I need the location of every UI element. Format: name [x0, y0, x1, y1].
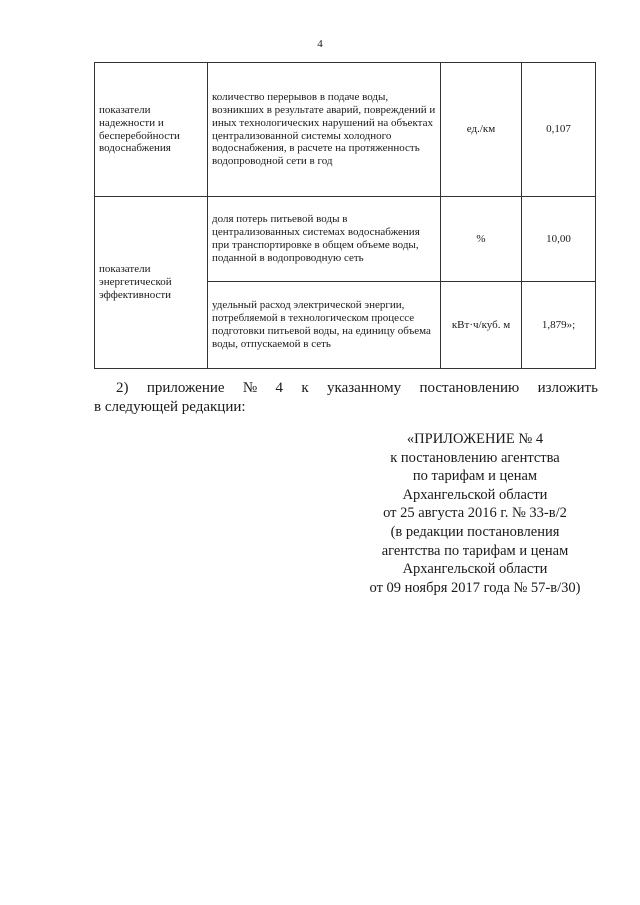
unit-cell: кВт·ч/куб. м	[441, 282, 522, 369]
indicator-group-cell: показатели надежности и бесперебойности водоснабжения	[95, 63, 208, 197]
indicator-description-cell: количество перерывов в подаче воды, возникших в результате аварий, повреждений и иных технологических нарушений на объектах централизованной системы холодного водоснабжения, в расчете на протяженность водопроводной сети в год	[208, 63, 441, 197]
unit-cell: %	[441, 197, 522, 282]
appendix-line: Архангельской области	[402, 561, 548, 578]
paragraph-word: изложить	[537, 380, 598, 396]
appendix-line: от 09 ноября 2017 года № 57-в/30)	[369, 579, 581, 596]
page-number: 4	[317, 38, 323, 50]
value-cell: 1,879»;	[522, 282, 596, 369]
paragraph-word: указанному	[327, 380, 402, 396]
indicator-description-cell: удельный расход электрической энергии, потребляемой в технологическом процессе подготовки питьевой воды, на единицу объема воды, отпускаемой в сеть	[208, 282, 441, 369]
indicators-table	[94, 62, 596, 369]
appendix-line: от 25 августа 2016 г. № 33-в/2	[383, 505, 567, 522]
appendix-line: по тарифам и ценам	[412, 468, 538, 485]
table-row	[95, 197, 596, 282]
paragraph-word: 2)	[116, 380, 129, 396]
value-cell: 0,107	[522, 63, 596, 197]
paragraph-line: в следующей редакции:	[94, 399, 246, 415]
appendix-line: к постановлению агентства	[390, 449, 560, 466]
table-row	[95, 63, 596, 197]
appendix-line: агентства по тарифам и ценам	[381, 542, 569, 559]
appendix-line: (в редакции постановления	[390, 523, 560, 540]
appendix-line: «ПРИЛОЖЕНИЕ № 4	[406, 431, 544, 447]
paragraph-line	[94, 379, 598, 398]
unit-cell: ед./км	[441, 63, 522, 197]
appendix-header	[340, 430, 610, 597]
paragraph-word: к	[301, 380, 309, 396]
paragraph-word: постановлению	[419, 380, 520, 396]
indicator-group-cell: показатели энергетической эффективности	[95, 197, 208, 369]
paragraph-word: 4	[275, 380, 284, 396]
paragraph-word: приложение	[146, 380, 225, 396]
amendment-paragraph	[94, 379, 598, 417]
appendix-line: Архангельской области	[402, 486, 548, 503]
value-cell: 10,00	[522, 197, 596, 282]
paragraph-word: №	[242, 380, 258, 396]
indicator-description-cell: доля потерь питьевой воды в централизованных системах водоснабжения при транспортировке в общем объеме воды, поданной в водопроводную сеть	[208, 197, 441, 282]
